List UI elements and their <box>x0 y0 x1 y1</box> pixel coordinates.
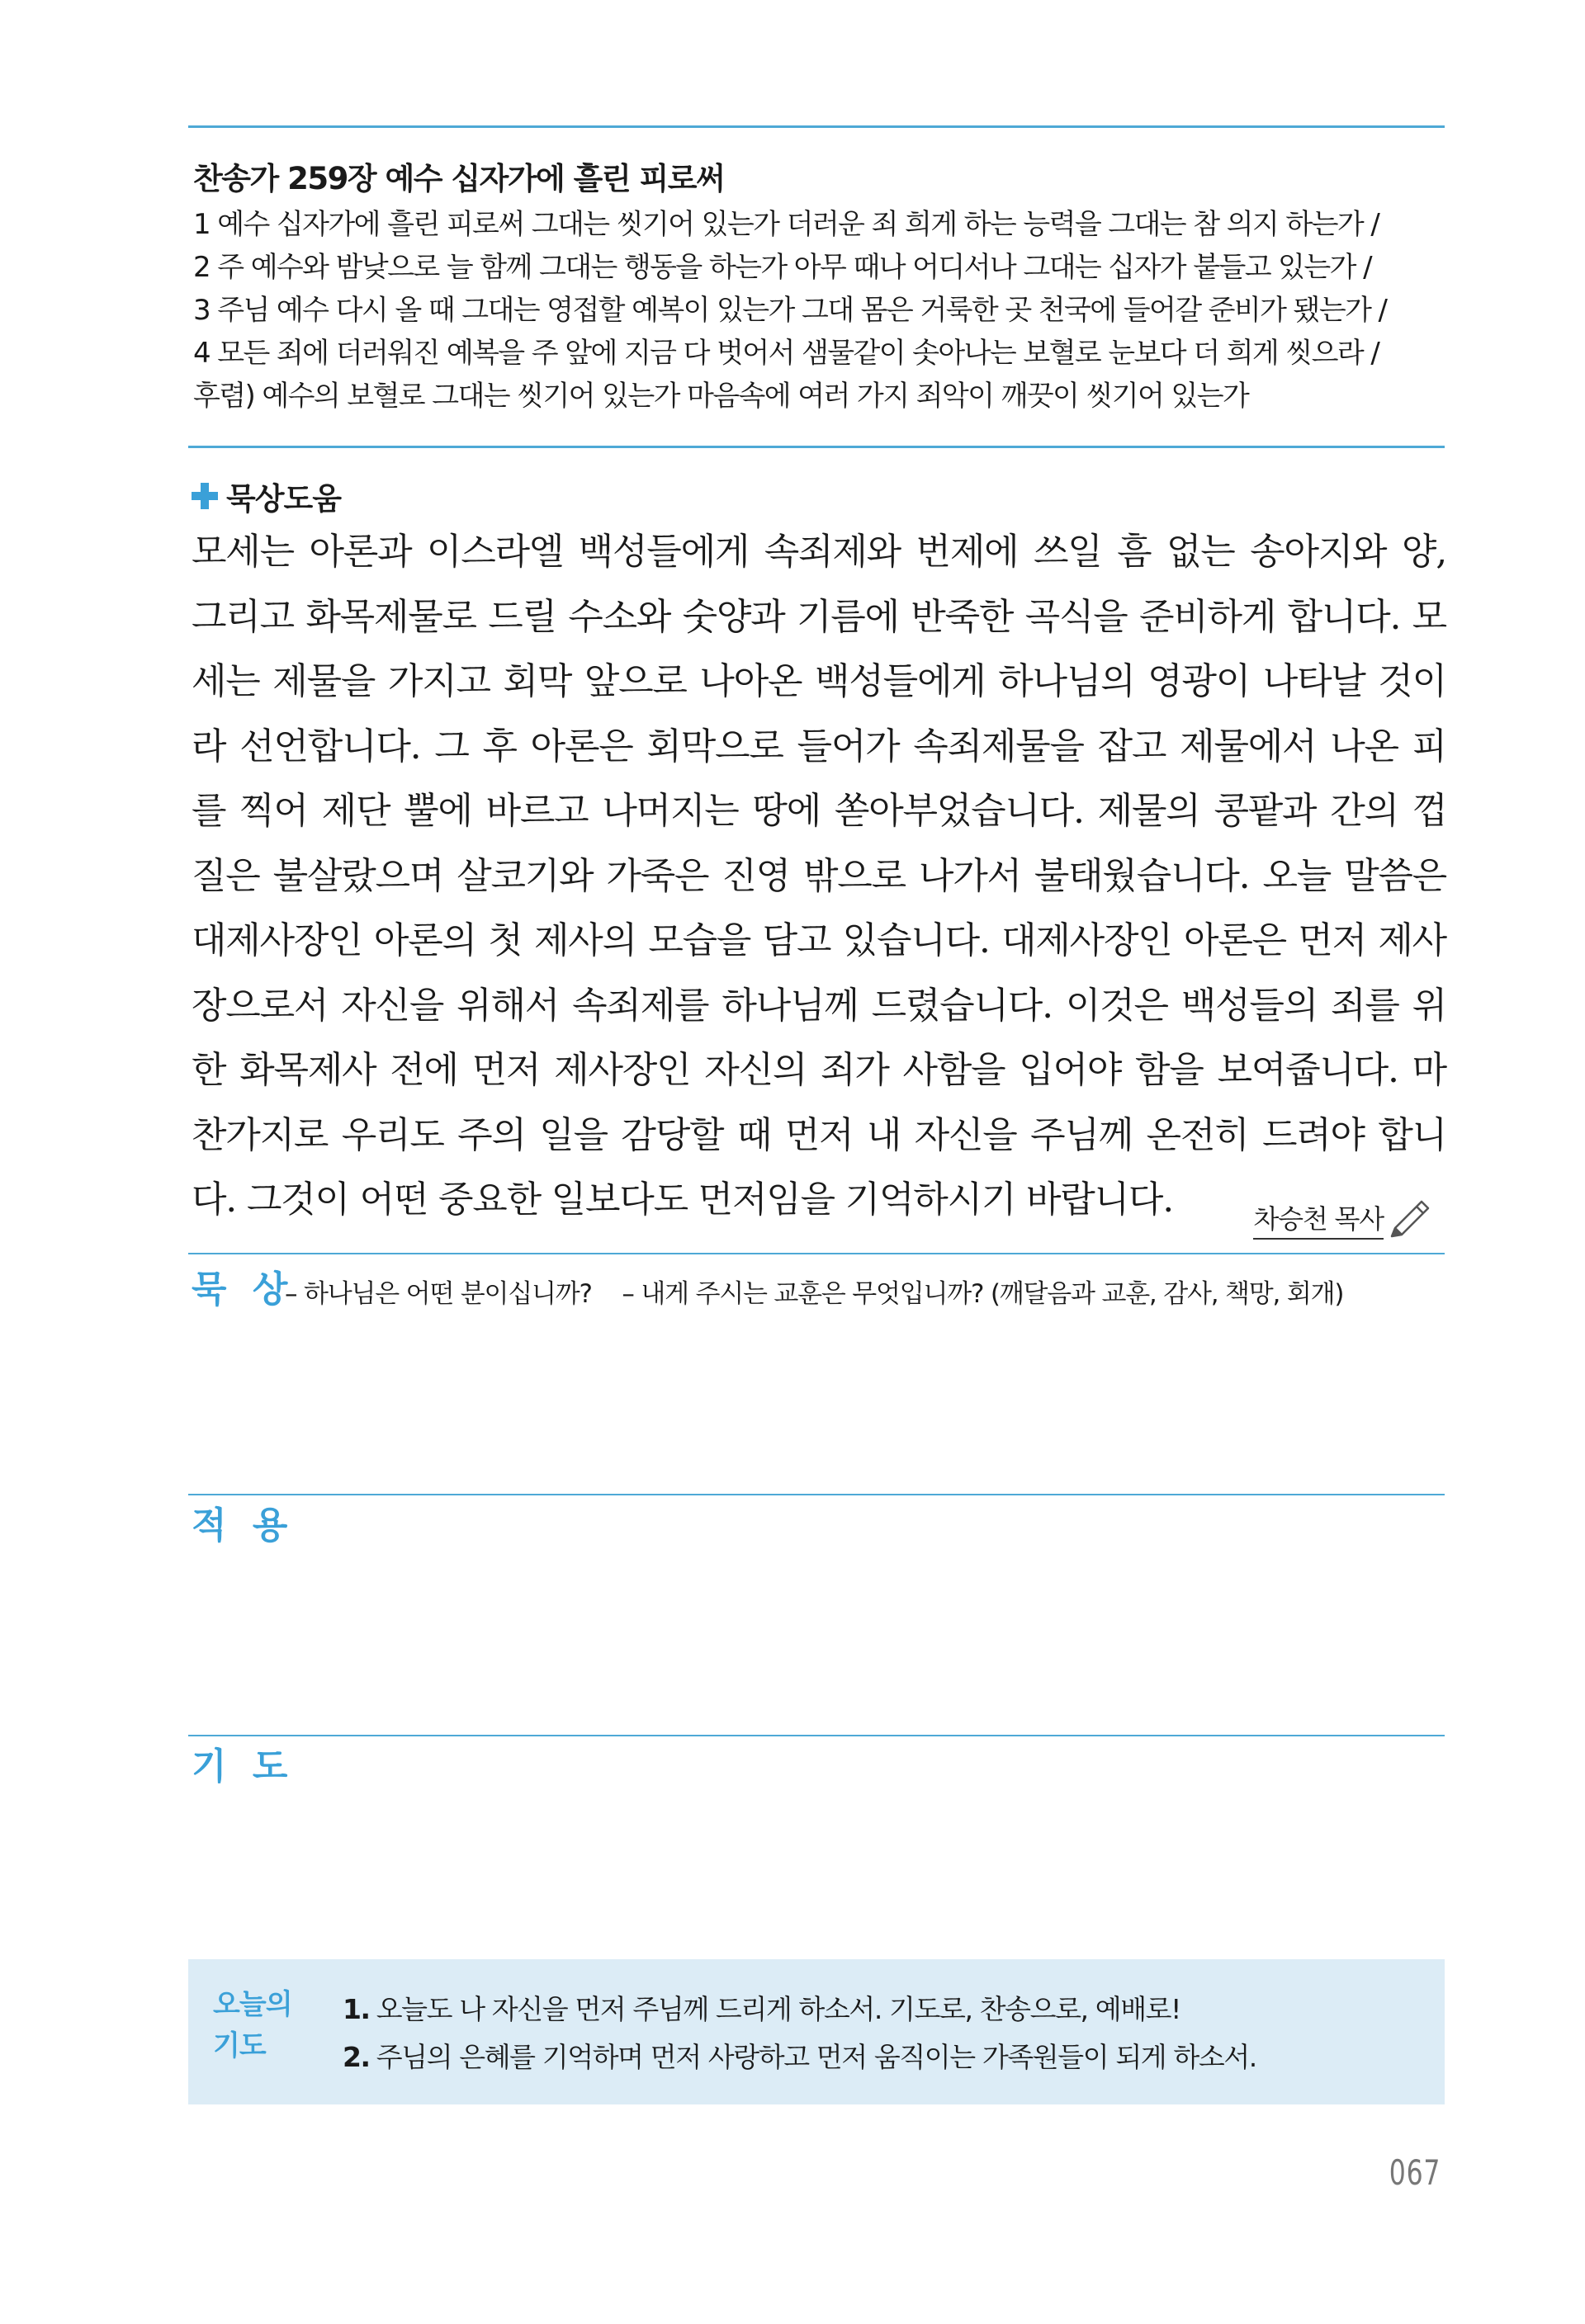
prayer-rule <box>188 1735 1445 1736</box>
meditation-rule <box>188 1253 1445 1254</box>
meditation-label: 묵 상 <box>192 1268 295 1311</box>
meditation-help-title: 묵상도움 <box>226 481 341 517</box>
meditation-line: 질은 불살랐으며 살코기와 가죽은 진영 밖으로 나가서 불태웠습니다. 오늘 말씀은 <box>192 854 1446 897</box>
author-name: 차승천 목사 <box>1253 1198 1384 1240</box>
application-writing-area[interactable] <box>188 1552 1445 1733</box>
prayer-item <box>343 2034 1256 2081</box>
plus-icon <box>192 483 218 509</box>
meditation-line: 라 선언합니다. 그 후 아론은 회막으로 들어가 속죄제물을 잡고 제물에서 나온 피 <box>192 725 1446 768</box>
meditation-line: 한 화목제사 전에 먼저 제사장인 자신의 죄가 사함을 입어야 함을 보여줍니다. 마 <box>192 1049 1446 1091</box>
meditation-writing-area[interactable] <box>188 1320 1445 1494</box>
meditation-line: 세는 제물을 가지고 회막 앞으로 나아온 백성들에게 하나님의 영광이 나타날 것이 <box>192 660 1446 702</box>
prayer-writing-area[interactable] <box>188 1791 1445 1948</box>
hymn-bottom-rule <box>188 446 1445 448</box>
hymn-verse-4: 4 모든 죄에 더러워진 예복을 주 앞에 지금 다 벗어서 샘물같이 솟아나는 보혈로 눈보다 더 희게 씻으라 / <box>193 337 1379 370</box>
meditation-line: 를 찍어 제단 뿔에 바르고 나머지는 땅에 쏟아부었습니다. 제물의 콩팥과 간의 껍 <box>192 790 1446 832</box>
hymn-lyrics <box>193 203 1448 418</box>
meditation-prompts <box>285 1273 1366 1310</box>
hymn-verse-1: 1 예수 십자가에 흘린 피로써 그대는 씻기어 있는가 더러운 죄 희게 하는 능력을 그대는 참 의지 하는가 / <box>193 208 1379 241</box>
meditation-help-heading <box>192 474 341 518</box>
todays-prayer-label <box>213 1984 304 2067</box>
page-number: 067 <box>1389 2152 1441 2193</box>
prompt-lesson: – 내게 주시는 교훈은 무엇입니까? (깨달음과 교훈, 감사, 책망, 회개) <box>622 1279 1344 1309</box>
meditation-line: 그리고 화목제물로 드릴 수소와 숫양과 기름에 반죽한 곡식을 준비하게 합니다. 모 <box>192 595 1446 638</box>
application-label: 적 용 <box>192 1504 295 1547</box>
prayer-label: 기 도 <box>192 1745 295 1788</box>
meditation-line: 다. 그것이 어떤 중요한 일보다도 먼저임을 기억하시기 바랍니다. <box>192 1179 1173 1221</box>
meditation-line: 모세는 아론과 이스라엘 백성들에게 속죄제와 번제에 쓰일 흠 없는 송아지와 양, <box>192 531 1446 573</box>
prayer-item-number: 2. <box>343 2041 370 2073</box>
meditation-line: 찬가지로 우리도 주의 일을 감당할 때 먼저 내 자신을 주님께 온전히 드려야 합니 <box>192 1113 1446 1156</box>
todays-prayer-box <box>188 1959 1445 2104</box>
prayer-item-text: 주님의 은혜를 기억하며 먼저 사랑하고 먼저 움직이는 가족원들이 되게 하소서. <box>376 2041 1256 2073</box>
prayer-item-number: 1. <box>343 1993 370 2025</box>
todays-prayer-label-line2: 기도 <box>213 2029 266 2062</box>
hymn-chorus: 후렴) 예수의 보혈로 그대는 씻기어 있는가 마음속에 여러 가지 죄악이 깨끗이 씻기어 있는가 <box>193 380 1249 413</box>
meditation-line: 장으로서 자신을 위해서 속죄제를 하나님께 드렸습니다. 이것은 백성들의 죄를 위 <box>192 984 1446 1027</box>
pencil-icon <box>1384 1187 1436 1240</box>
author-signature <box>1253 1187 1436 1240</box>
todays-prayer-label-line1: 오늘의 <box>213 1988 292 2021</box>
hymn-title: 찬송가 259장 예수 십자가에 흘린 피로써 <box>193 161 725 196</box>
prompt-who-is-god: – 하나님은 어떤 분이십니까? <box>285 1279 592 1309</box>
hymn-verse-2: 2 주 예수와 밤낮으로 늘 함께 그대는 행동을 하는가 아무 때나 어디서나 그대는 십자가 붙들고 있는가 / <box>193 251 1371 284</box>
hymn-verse-3: 3 주님 예수 다시 올 때 그대는 영접할 예복이 있는가 그대 몸은 거룩한 곳 천국에 들어갈 준비가 됐는가 / <box>193 294 1387 327</box>
prayer-item <box>343 1986 1256 2034</box>
prayer-item-text: 오늘도 나 자신을 먼저 주님께 드리게 하소서. 기도로, 찬송으로, 예배로! <box>376 1993 1180 2025</box>
application-rule <box>188 1494 1445 1495</box>
todays-prayer-list <box>343 1986 1256 2081</box>
meditation-text <box>192 520 1446 1233</box>
meditation-line: 대제사장인 아론의 첫 제사의 모습을 담고 있습니다. 대제사장인 아론은 먼저 제사 <box>192 919 1446 961</box>
top-rule <box>188 125 1445 128</box>
